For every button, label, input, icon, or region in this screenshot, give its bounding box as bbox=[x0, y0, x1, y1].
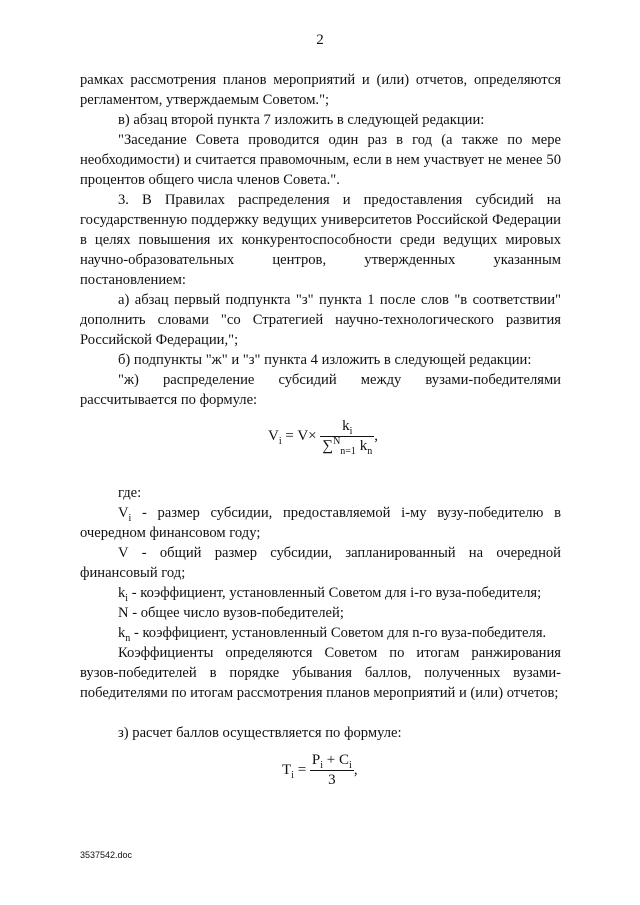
page-number: 2 bbox=[316, 32, 324, 48]
paragraph-zh: "ж) распределение субсидий между вузами-победителями рассчитывается по формуле: bbox=[80, 372, 561, 408]
formula1-denominator: ∑$^N_{n=1}$ $k_n$ bbox=[322, 436, 373, 457]
paragraph-continuation: рамках рассмотрения планов мероприятий и (или) отчетов, определяются регламентом, утверждаемым Советом."; bbox=[80, 72, 561, 108]
formula2-lhs: T bbox=[282, 761, 292, 778]
formula1-lhs-sub: i bbox=[278, 435, 282, 447]
formula1-fraction bbox=[320, 418, 374, 455]
formula-subsidy bbox=[268, 418, 378, 455]
definition-n: N - общее число вузов-победителей; bbox=[118, 605, 344, 621]
formula1-eq: = V× bbox=[285, 427, 317, 444]
formula2-tail: , bbox=[353, 761, 358, 778]
formula1-tail: , bbox=[374, 427, 378, 444]
definition-v: V - общий размер субсидии, запланированный на очередной финансовый год; bbox=[80, 545, 561, 581]
definition-vi: $V_i$ - размер субсидии, предоставляемой i-му вузу-победителю в очередном финансовом году; bbox=[80, 505, 561, 541]
definition-ki: $k_i$ - коэффициент, установленный Советом для i-го вуза-победителя; bbox=[118, 585, 542, 604]
paragraph-coefficients: Коэффициенты определяются Советом по итогам ранжирования вузов-победителей в порядке убывания баллов, полученных вузами-победителями по итогам рассмотрения планов мероприятий и (или) отчетов; bbox=[80, 645, 561, 701]
footer-filename: 3537542.doc bbox=[80, 850, 133, 860]
where-label: где: bbox=[118, 485, 142, 501]
paragraph-v: в) абзац второй пункта 7 изложить в следующей редакции: bbox=[118, 112, 485, 128]
formula2-denominator: 3 bbox=[328, 772, 336, 788]
paragraph-quote-meeting: "Заседание Совета проводится один раз в год (а также по мере необходимости) и считается правомочным, если в нем участвует не менее 50 процентов общего числа членов Совета.". bbox=[80, 132, 561, 188]
formula2-numerator: $P_i + C_i$ bbox=[311, 752, 352, 771]
formula-score bbox=[282, 752, 358, 789]
paragraph-item-3: 3. В Правилах распределения и предоставления субсидий на государственную поддержку ведущих университетов Российской Федерации в целях повышения их конкурентоспособности среди ведущих мировых научно-образовательных центров, утвержденных указанным постановлением: bbox=[80, 192, 561, 288]
definition-kn: $k_n$ - коэффициент, установленный Советом для n-го вуза-победителя. bbox=[118, 625, 547, 644]
formula1-lhs: V bbox=[268, 427, 279, 444]
formula2-fraction bbox=[310, 752, 354, 789]
paragraph-b: б) подпункты "ж" и "з" пункта 4 изложить в следующей редакции: bbox=[118, 352, 532, 368]
formula1-numerator: $k_i$ bbox=[320, 418, 374, 437]
paragraph-z: з) расчет баллов осуществляется по формуле: bbox=[118, 725, 402, 741]
formula2-eq: = bbox=[297, 761, 307, 778]
paragraph-a: а) абзац первый подпункта "з" пункта 1 после слов "в соответствии" дополнить словами "со Стратегией научно-технологического развития Российской Федерации,"; bbox=[80, 292, 561, 348]
formula2-lhs-sub: i bbox=[291, 769, 294, 781]
